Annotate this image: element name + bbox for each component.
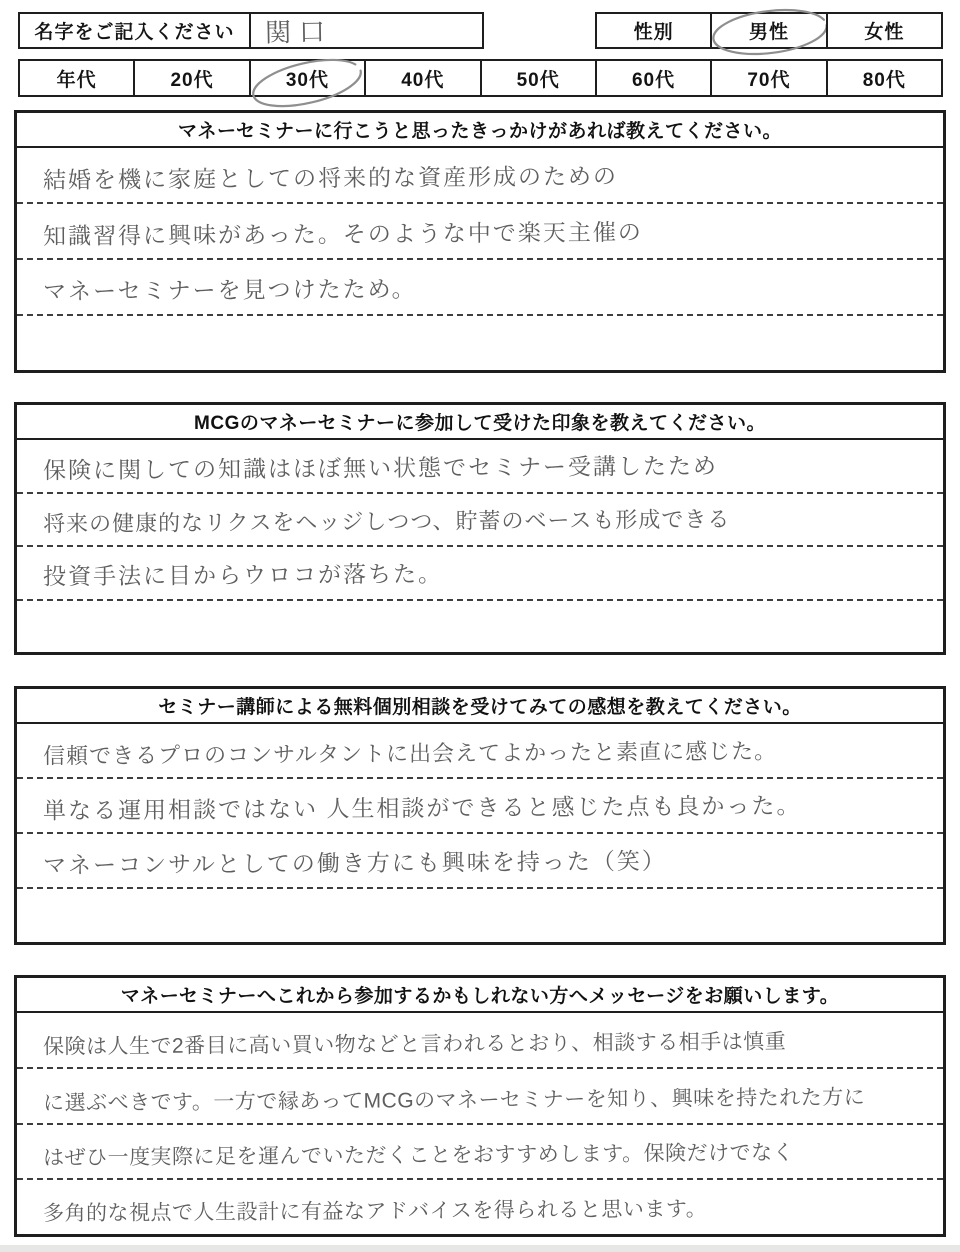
question-4-title: マネーセミナーへこれから参加するかもしれない方へメッセージをお願いします。 <box>17 978 943 1013</box>
handwritten-answer: 結婚を機に家庭としての将来的な資産形成のための <box>42 162 619 194</box>
age-option-30s-label: 30代 <box>285 69 329 91</box>
handwritten-answer: 知識習得に興味があった。そのような中で楽天主催の <box>42 218 643 250</box>
handwritten-answer: 投資手法に目からウロコが落ちた。 <box>42 560 444 589</box>
question-3-title: セミナー講師による無料個別相談を受けてみての感想を教えてください。 <box>17 689 943 724</box>
gender-label: 性別 <box>633 22 674 43</box>
age-option-70s[interactable] <box>710 61 825 95</box>
gender-option-female-label: 女性 <box>864 22 905 43</box>
handwritten-answer: 将来の健康的なリクスをヘッジしつつ、貯蓄のベースも形成できる <box>42 506 731 537</box>
gender-option-male[interactable] <box>710 14 825 47</box>
name-table <box>18 12 484 49</box>
question-section-1 <box>14 110 946 373</box>
name-input-area[interactable] <box>249 14 482 47</box>
question-section-3 <box>14 686 946 945</box>
age-option-30s[interactable] <box>249 61 364 95</box>
answer-line[interactable] <box>17 834 943 889</box>
gender-option-male-label: 男性 <box>748 22 789 43</box>
answer-line[interactable] <box>17 1069 943 1125</box>
age-option-50s[interactable] <box>480 61 595 95</box>
age-option-80s[interactable] <box>826 61 941 95</box>
age-option-40s[interactable] <box>364 61 479 95</box>
handwritten-answer: マネーコンサルとしての働き方にも興味を持った（笑） <box>42 847 667 879</box>
question-section-2 <box>14 402 946 655</box>
gender-table <box>595 12 943 49</box>
age-label: 年代 <box>56 69 97 91</box>
answer-line[interactable] <box>17 204 943 260</box>
handwritten-answer: 単なる運用相談ではない 人生相談ができると感じた点も良かった。 <box>42 792 802 824</box>
question-2-title: MCGのマネーセミナーに参加して受けた印象を教えてください。 <box>17 405 943 440</box>
age-option-70s-label: 70代 <box>747 69 791 91</box>
handwritten-name: 関口 <box>264 16 334 48</box>
answer-line[interactable] <box>17 1180 943 1234</box>
handwritten-answer: 信頼できるプロのコンサルタントに出会えてよかったと素直に感じた。 <box>42 738 778 769</box>
handwritten-answer: はぜひ一度実際に足を運んでいただくことをおすすめします。保険だけでなく <box>42 1141 795 1170</box>
answer-line[interactable] <box>17 547 943 601</box>
gender-option-female[interactable] <box>826 14 941 47</box>
scan-edge <box>0 1245 960 1252</box>
age-option-50s-label: 50代 <box>516 69 560 91</box>
answer-line[interactable] <box>17 724 943 779</box>
answer-line[interactable] <box>17 494 943 548</box>
handwritten-answer: 多角的な視点で人生設計に有益なアドバイスを得られると思います。 <box>42 1197 708 1226</box>
answer-line[interactable] <box>17 440 943 494</box>
handwritten-answer: マネーセミナーを見つけたため。 <box>42 275 417 305</box>
age-option-40s-label: 40代 <box>401 69 445 91</box>
age-option-60s-label: 60代 <box>631 69 676 91</box>
answer-line[interactable] <box>17 1125 943 1181</box>
answer-line[interactable] <box>17 260 943 316</box>
age-table <box>18 59 943 97</box>
name-label: 名字をご記入ください <box>34 22 235 43</box>
answer-line[interactable] <box>17 316 943 370</box>
age-option-60s[interactable] <box>595 61 710 95</box>
answer-line[interactable] <box>17 1013 943 1069</box>
answer-line[interactable] <box>17 601 943 653</box>
question-1-title: マネーセミナーに行こうと思ったきっかけがあれば教えてください。 <box>17 113 943 148</box>
answer-line[interactable] <box>17 148 943 204</box>
answer-line[interactable] <box>17 889 943 942</box>
answer-line[interactable] <box>17 779 943 834</box>
handwritten-answer: 保険に関しての知識はほぼ無い状態でセミナー受講したため <box>42 452 719 483</box>
age-option-80s-label: 80代 <box>862 69 906 91</box>
handwritten-answer: に選ぶべきです。一方で縁あってMCGのマネーセミナーを知り、興味を持たれた方に <box>42 1085 866 1115</box>
question-section-4 <box>14 975 946 1237</box>
age-option-20s[interactable] <box>133 61 248 95</box>
age-option-20s-label: 20代 <box>170 69 214 91</box>
handwritten-answer: 保険は人生で2番目に高い買い物などと言われるとおり、相談する相手は慎重 <box>42 1030 787 1059</box>
